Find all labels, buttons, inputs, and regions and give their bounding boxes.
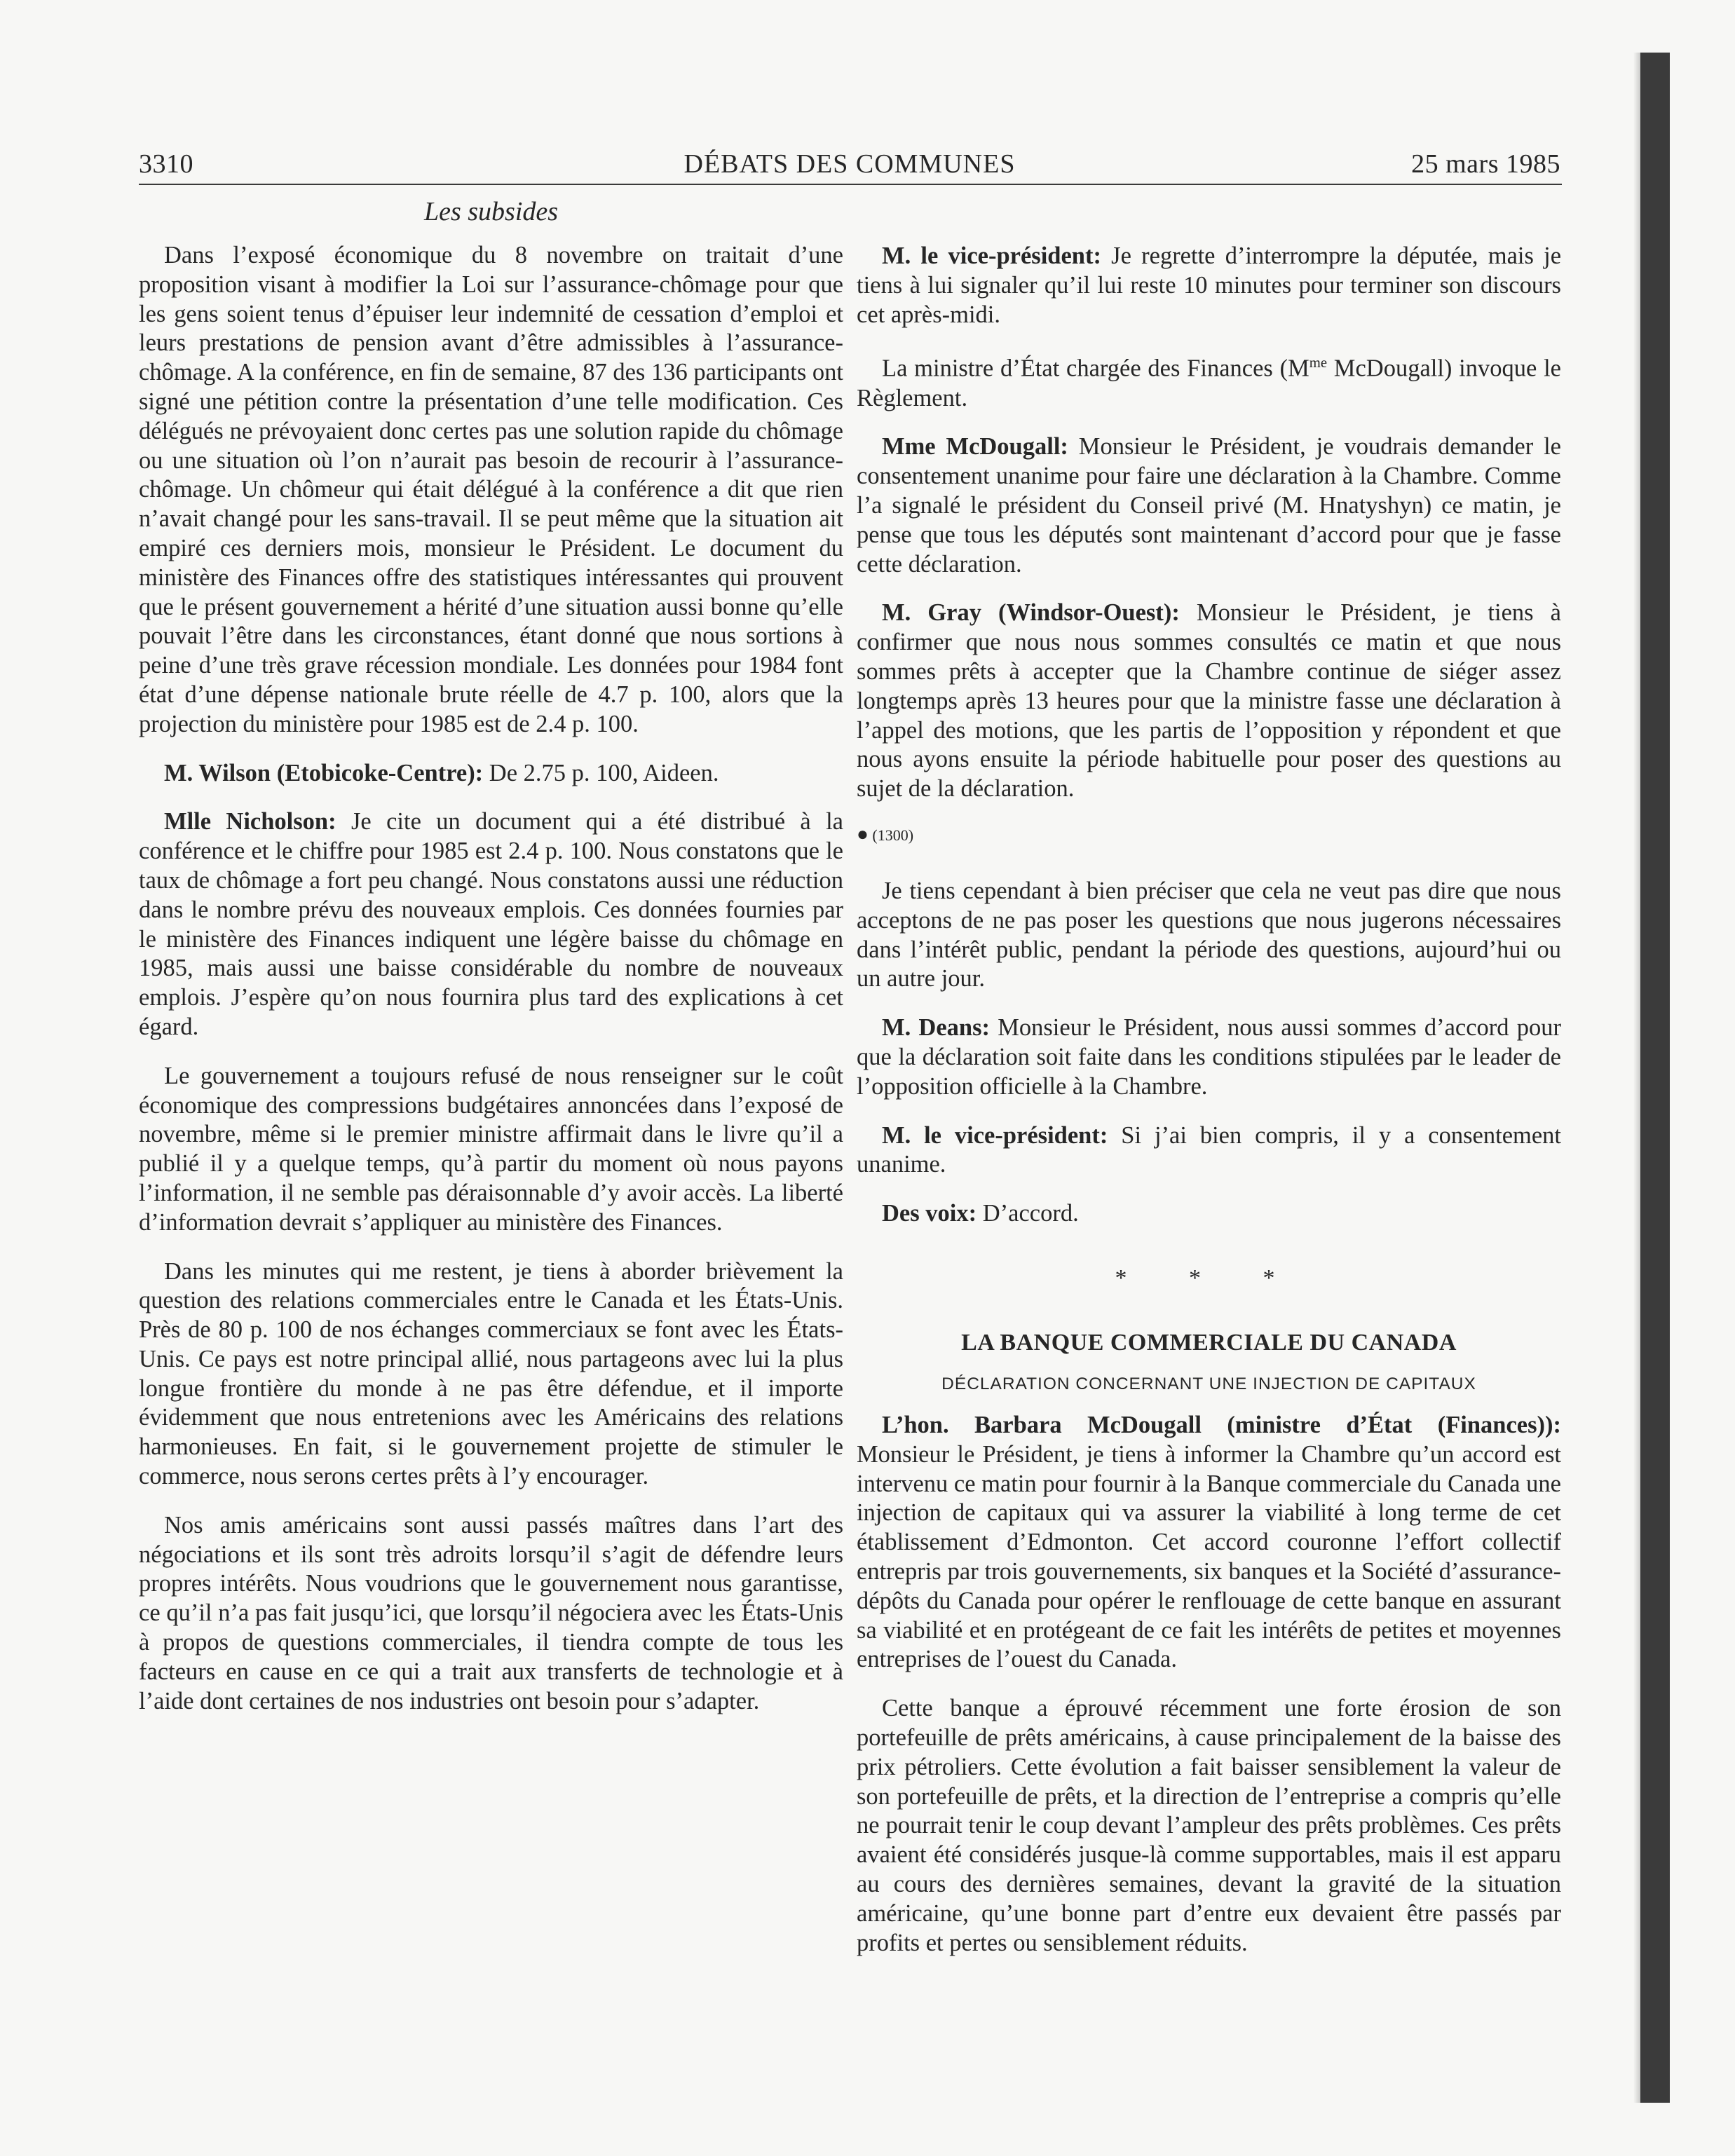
speaker-name: M. Wilson (Etobicoke-Centre): [164,759,484,786]
time-marker [857,824,1561,846]
paragraph: Je tiens cependant à bien préciser que cela ne veut pas dire que nous acceptons de ne pas poser les questions que nous jugerons nécessaires dans l’intérêt public, pendant la période des questions, aujourd’hui ou un autre jour. [857,878,1561,992]
header-rule [139,184,1562,185]
speech-wilson [139,759,843,789]
section-separator: * * * [1115,1265,1303,1292]
section-heading: LA BANQUE COMMERCIALE DU CANADA [961,1330,1457,1356]
speech-text: Monsieur le Président, je voudrais demander le consentement unanime pour faire une déclaration à la Chambre. Comme l’a signalé le président du Conseil privé (M. Hnatyshyn) ce matin, je pense que tous les députés sont maintenant d’accord pour que je fasse cette déclaration. [857,433,1561,578]
speech-vice-president [857,242,1561,329]
speech-text: Je regrette d’interrompre la députée, mais je tiens à lui signaler qu’il lui reste 10 minutes pour terminer son discours cet après-midi. [857,243,1562,328]
speaker-name: M. le vice-président: [882,1121,1108,1149]
paragraph: Cette banque a éprouvé récemment une forte érosion de son portefeuille de prêts américains, à cause principalement de la baisse des prix pétroliers. Cette évolution a fait baisser sensiblement la valeur de son portefeuille de prêts, et la direction de l’entreprise a compris qu’elle ne pourrait tenir le coup devant l’ampleur des prêts problèmes. Ces prêts avaient été considérés jusque-là comme supportables, mais il est apparu au cours des dernières semaines, devant la gravité de la situation américaine, qu’une bonne part d’entre eux devaient être passés par profits et pertes ou sensiblement réduits. [857,1695,1561,1956]
speech-voices [857,1199,1561,1229]
paragraph: Dans l’exposé économique du 8 novembre on traitait d’une proposition visant à modifier la Loi sur l’assurance-chômage pour que les gens soient tenus d’épuiser leur indemnité de cessation d’emploi et leurs prestations de pension avant d’être admissibles à l’assurance-chômage. A la conférence, en fin de semaine, 87 des 136 participants ont signé une pétition contre la présentation d’une telle modification. Ces délégués ne prévoyaient donc certes pas une solution rapide du chômage ou une situation où l’on n’aurait pas besoin de recourir à l’assurance-chômage. Un chômeur qui était délégué à la conférence a dit que rien n’avait changé pour les sans-travail. Il se peut même que la situation ait empiré ces derniers mois, monsieur le Président. Le document du ministère des Finances offre des statistiques intéressantes qui prouvent que le présent gouvernement a hérité d’une situation aussi bonne qu’elle pouvait l’être dans les circonstances, étant donné que nous sortions à peine d’une très grave récession mondiale. Les données pour 1984 font état d’une dépense nationale brute réelle de 4.7 p. 100, alors que la projection du ministère pour 1985 est de 2.4 p. 100. [139,242,843,737]
paragraph: Le gouvernement a toujours refusé de nous renseigner sur le coût économique des compressions budgétaires annoncées dans l’exposé de novembre, même si le premier ministre affirmait dans le livre qu’il a publié il y a quelque temps, qu’à partir du moment où nous payons l’information, il ne semble pas déraisonnable d’y avoir accès. La liberté d’information devrait s’appliquer au ministère des Finances. [139,1062,843,1236]
speaker-name: L’hon. Barbara McDougall (ministre d’État (Finances)): [882,1412,1561,1439]
left-column [139,196,843,1735]
page-number: 3310 [139,149,193,179]
speech-gray [857,599,1561,804]
speaker-name: M. le vice-président: [882,243,1101,269]
speech-mcdougall [857,432,1561,579]
speech-text: Monsieur le Président, nous aussi sommes d’accord pour que la déclaration soit faite dans les conditions stipulées par le leader de l’opposition officielle à la Chambre. [857,1014,1561,1100]
section-subheading: DÉCLARATION CONCERNANT UNE INJECTION DE CAPITAUX [941,1374,1476,1394]
page-header [139,149,1560,186]
speaker-name: M. Deans: [882,1014,990,1042]
speaker-name: Des voix: [882,1200,977,1227]
superscript: me [1309,355,1328,371]
scan-edge [1640,53,1670,2103]
speaker-name: Mlle Nicholson: [164,808,336,835]
speech-text: Monsieur le Président, je tiens à confirmer que nous nous sommes consultés ce matin et que nous sommes prêts à accepter que la Chambre continue de siéger assez longtemps après 13 heures pour que la ministre fasse une déclaration à l’appel des motions, que les partis de l’opposition y répondent et que nous ayons ensuite la période habituelle pour poser des questions au sujet de la déclaration. [857,599,1561,803]
time-marker-text: (1300) [872,826,914,845]
speech-text: Monsieur le Président, je tiens à informer la Chambre qu’un accord est intervenu ce matin pour fournir à la Banque commerciale du Canada une injection de capitaux qui va assurer la viabilité à long terme de cet établissement d’Edmonton. Cet accord couronne l’effort collectif entrepris par trois gouvernements, six banques et la Société d’assurance-dépôts du Canada pour opérer le renflouage de cette banque en assurant sa viabilité et en protégeant de ce fait les intérêts de petites et moyennes entreprises de l’ouest du Canada. [857,1440,1561,1673]
page-date: 25 mars 1985 [1411,149,1560,179]
paragraph: Dans les minutes qui me restent, je tiens à aborder brièvement la question des relations commerciales entre le Canada et les États-Unis. Près de 80 p. 100 de nos échanges commerciaux se font avec les États-Unis. Ce pays est notre principal allié, nous partageons avec lui la plus longue frontière du monde à ne pas être défendue, et il importe évidemment que nous entretenions avec les Américains des relations harmonieuses. En fait, si le gouvernement projette de stimuler le commerce, nous serons certes prêts à l’y encourager. [139,1257,843,1490]
journal-title: DÉBATS DES COMMUNES [683,149,1016,179]
speech-text: Je cite un document qui a été distribué à la conférence et le chiffre pour 1985 est 2.4 p. 100. Nous constatons que le taux de chômage a fort peu changé. Nous constatons aussi une réduction dans le nombre prévu des nouveaux emplois. Ces données fournies par le ministère des Finances indiquent une légère baisse du chômage en 1985, mais aussi une baisse considérable du nombre de nouveaux emplois. J’espère qu’on nous fournira plus tard des explications à cet égard. [139,808,843,1040]
speech-text: De 2.75 p. 100, Aideen. [483,759,719,786]
speech-text: McDougall) invoque le Règlement. [857,355,1561,411]
section-title: Les subsides [423,197,559,226]
speech-hon-mcdougall [857,1411,1561,1674]
speaker-name: M. Gray (Windsor-Ouest): [882,599,1180,627]
speech-vice-president [857,1121,1561,1180]
speech-nicholson [139,807,843,1042]
right-column [857,242,1561,1977]
speaker-name: Mme McDougall: [882,433,1068,460]
point-of-order [857,349,1561,413]
speech-deans [857,1014,1561,1101]
speech-text: La ministre d’État chargée des Finances (M [882,355,1309,382]
speech-text: Si j’ai bien compris, il y a consentement unanime. [857,1121,1561,1178]
speech-text: D’accord. [977,1200,1079,1227]
paragraph: Nos amis américains sont aussi passés maîtres dans l’art des négociations et ils sont très adroits lorsqu’il s’agit de défendre leurs propres intérêts. Nous voudrions que le gouvernement nous garantisse, ce qu’il n’a pas fait jusqu’ici, que lorsqu’il négociera avec les États-Unis à propos de questions commerciales, il tiendra compte de tous les facteurs en cause en ce qui a trait aux transferts de technologie et à l’aide dont certaines de nos industries ont besoin pour s’adapter. [139,1511,843,1714]
bullet-icon: ● [857,824,869,846]
